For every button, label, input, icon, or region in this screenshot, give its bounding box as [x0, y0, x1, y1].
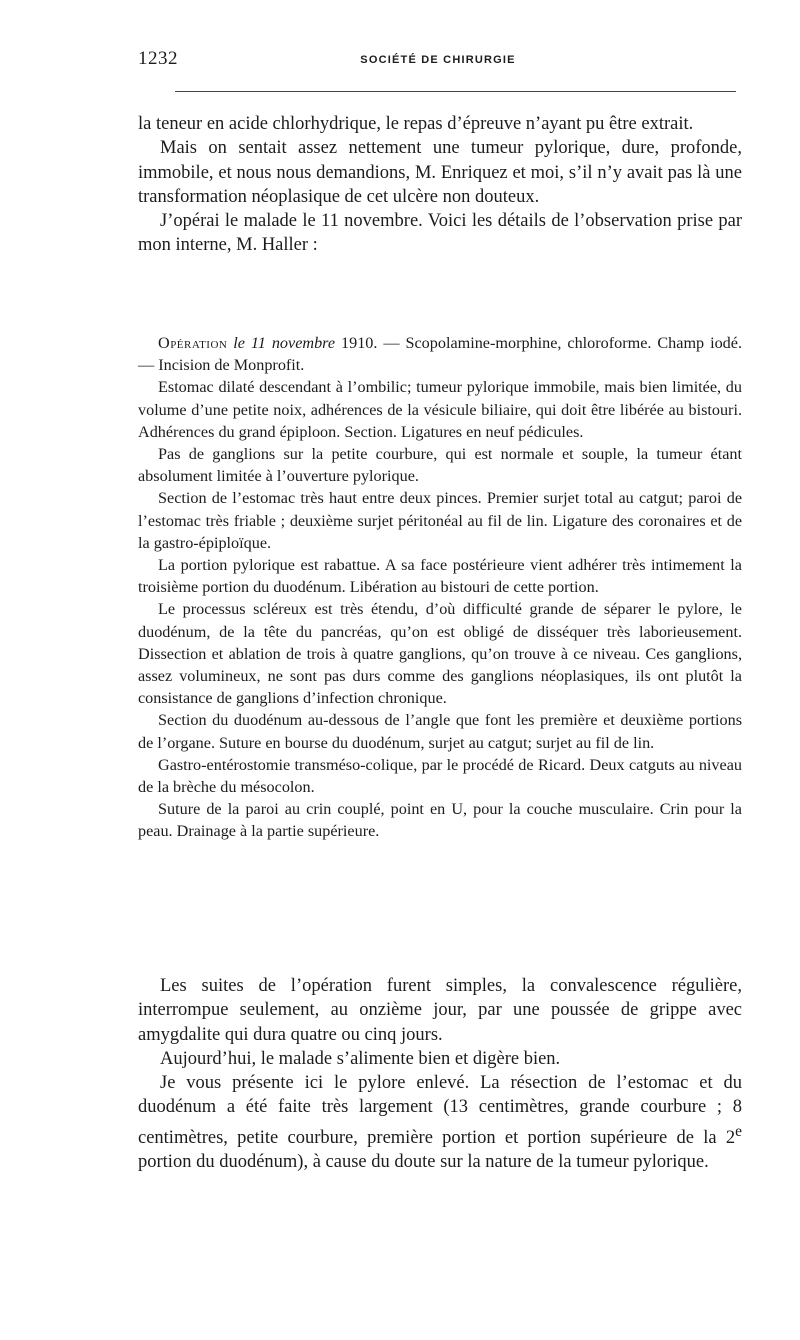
intro-paragraph-1: la teneur en acide chlorhydrique, le repas d’épreuve n’ayant pu être extrait. [138, 114, 694, 134]
conclusion-text-part-1: Je vous présente ici le pylore enlevé. La résection de l’estomac et du duodénum a été faite très largement (13 centimètres, grande courbure ; 8 centimètres, petite courbure, première portion et portion supérieure de la 2 [138, 1073, 742, 1148]
running-head: SOCIÉTÉ DE CHIRURGIE [360, 54, 516, 66]
observation-paragraph-5: La portion pylorique est rabattue. A sa face postérieure vient adhérer très intimement la troisième portion du duodénum. Libération au bistouri de cette portion. [138, 556, 742, 597]
observation-paragraph-7: Section du duodénum au-dessous de l’angle que font les première et deuxième portions de l’organe. Suture en bourse du duodénum, surjet au catgut; surjet au fil de lin. [138, 711, 742, 752]
observation-paragraph-2: Estomac dilaté descendant à l’ombilic; tumeur pylorique immobile, mais bien limitée, du volume d’une petite noix, adhérences de la vésicule biliaire, qui doit être libérée au bistouri. Adhérences du grand épiploon. Section. Ligatures en neuf pédicules. [138, 378, 742, 441]
observation-paragraph-1 [138, 332, 742, 376]
conclusion-paragraph-3 [138, 1071, 742, 1174]
intro-paragraph-2: Mais on sentait assez nettement une tumeur pylorique, dure, profonde, immobile, et nous nous demandions, M. Enriquez et moi, s’il n’y avait pas là une transformation néoplasique de cet ulcère non douteux. [138, 138, 742, 207]
observation-paragraph-6: Le processus scléreux est très étendu, d’où difficulté grande de séparer le pylore, le duodénum, de la tête du pancréas, qu’on est obligé de disséquer très laborieusement. Dissection et ablation de trois à quatre ganglions, qu’on trouve à ce niveau. Ces ganglions, assez volumineux, ne sont pas durs comme des ganglions néoplasiques, ils ont plutôt la consistance de ganglions d’infection chronique. [138, 600, 742, 708]
conclusion-section [138, 974, 742, 1175]
operation-label: Opération [158, 334, 228, 352]
observation-paragraph-9: Suture de la paroi au crin couplé, point en U, pour la couche musculaire. Crin pour la peau. Drainage à la partie supérieure. [138, 800, 742, 841]
operation-year: 1910. [341, 334, 378, 352]
observation-section [138, 332, 742, 843]
ordinal-superscript: e [735, 1122, 742, 1140]
intro-paragraph-3: J’opérai le malade le 11 novembre. Voici les détails de l’observation prise par mon interne, M. Haller : [138, 211, 742, 256]
page-number: 1232 [138, 48, 178, 69]
conclusion-paragraph-2: Aujourd’hui, le malade s’alimente bien et digère bien. [160, 1048, 561, 1069]
conclusion-paragraph-1: Les suites de l’opération furent simples, la convalescence régulière, interrompue seulement, au onzième jour, par une poussée de grippe avec amygdalite qui dura quatre ou cinq jours. [138, 976, 742, 1045]
operation-date: le 11 novembre [233, 334, 336, 352]
observation-paragraph-8: Gastro-entérostomie transméso-colique, par le procédé de Ricard. Deux catguts au niveau de la brèche du mésocolon. [138, 755, 742, 797]
operation-summary: — Scopolamine-morphine, chloroforme. Champ iodé. — Incision de Monprofit. [138, 334, 742, 375]
conclusion-text-part-2: portion du duodénum), à cause du doute sur la nature de la tumeur pylorique. [138, 1152, 709, 1173]
intro-section [138, 112, 742, 258]
observation-paragraph-3: Pas de ganglions sur la petite courbure, qui est normale et souple, la tumeur étant absolument limitée à l’ouverture pylorique. [138, 445, 742, 486]
page-header [138, 46, 738, 76]
observation-paragraph-4: Section de l’estomac très haut entre deux pinces. Premier surjet total au catgut; paroi de l’estomac très friable ; deuxième surjet péritonéal au fil de lin. Ligature des coronaires et de la gastro-épiploïque. [138, 489, 742, 552]
header-rule [175, 91, 736, 92]
